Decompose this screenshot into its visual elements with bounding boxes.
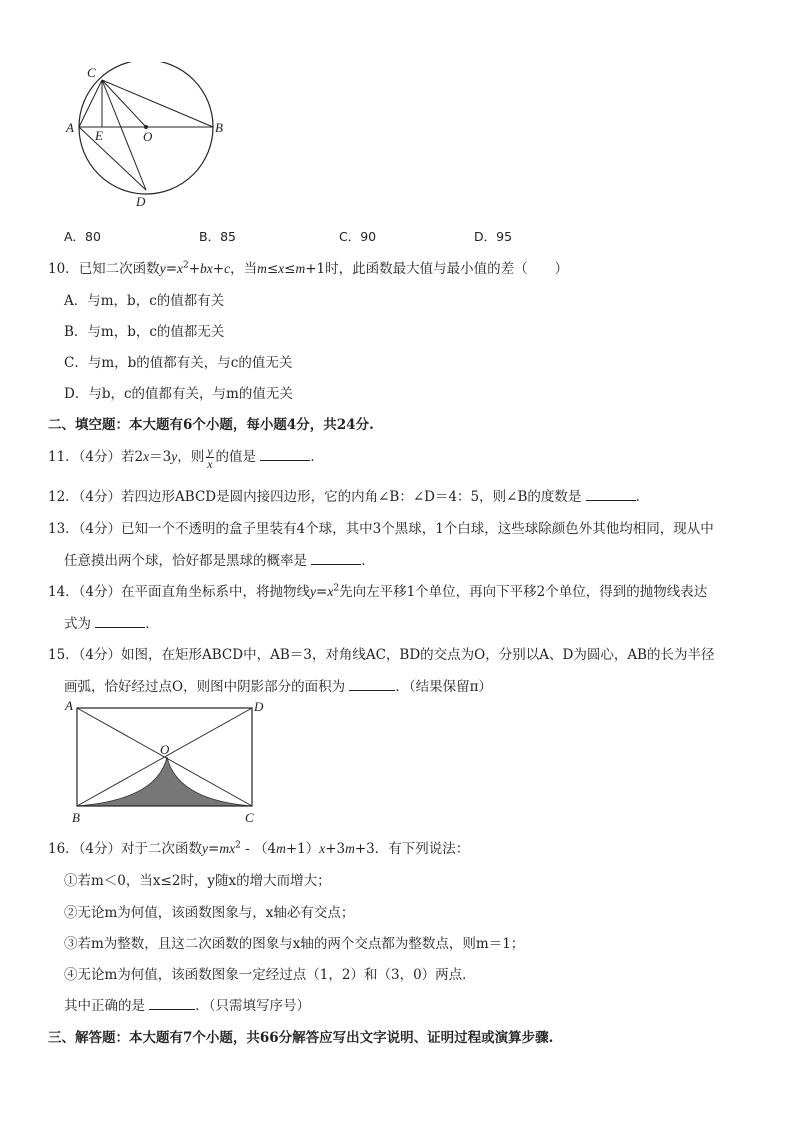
q16-answer-blank[interactable] (149, 997, 195, 1010)
q13-line-1: 13．（4分）已知一个不透明的盒子里装有4个球，其中3个黑球，1个白球，这些球除颜色外其他均相同，现从中 (48, 521, 714, 537)
q10-stem-a: 已知二次函数 (78, 261, 160, 277)
q13-answer-blank[interactable] (311, 552, 361, 565)
q16-answer-line: 其中正确的是 ．（只需填写序号） (64, 998, 311, 1014)
q10-function: y (159, 261, 166, 276)
label-A: A (66, 120, 74, 135)
question-10: 10．已知二次函数$y=x^2+bx+c$，当m≤x≤m+1时，此函数最大值与最小值的差（ ） (48, 260, 569, 277)
label-D: D (136, 194, 146, 209)
q10-option-d: D．与b，c的值都有关，与m的值无关 (64, 386, 293, 402)
q10-range: m (257, 261, 267, 276)
label-O: O (160, 742, 170, 757)
q11-prefix: 11．（4分）若 (48, 449, 135, 465)
question-11: 11．（4分）若2x＝3y，则 $\frac{y}{x}$ 的值是 ． (48, 444, 324, 471)
label-C: C (245, 810, 254, 825)
label-A: A (65, 698, 73, 713)
q15-line-2: 画弧，恰好经过点O，则图中阴影部分的面积为 ．（结果保留π） (64, 679, 492, 695)
label-D: D (254, 699, 264, 714)
q11-fraction: $\frac{y}{x}$ (207, 444, 213, 471)
q16-statement-2: ②无论m为何值，该函数图象与，x轴必有交点； (64, 905, 355, 921)
q10-option-c: C．与m，b的值都有关，与c的值无关 (64, 355, 293, 371)
q10-option-a: A．与m，b，c的值都有关 (64, 293, 225, 309)
q9-option-b: B．85 (199, 229, 236, 244)
q9-option-a: A．80 (64, 229, 101, 244)
q11-answer-blank[interactable] (260, 448, 310, 461)
section-2-heading: 二、填空题：本大题有6个小题，每小题4分，共24分. (48, 417, 374, 433)
rectangle-figure (62, 698, 272, 828)
section-3-heading: 三、解答题：本大题有7个小题，共66分解答应写出文字说明、证明过程或演算步骤. (48, 1030, 554, 1046)
label-B: B (72, 810, 80, 825)
q12-answer-blank[interactable] (586, 488, 636, 501)
q11-suffix: 的值是 (215, 449, 257, 465)
q9-option-d: D．95 (474, 229, 513, 244)
q14-line-1: 14．（4分）在平面直角坐标系中，将抛物线$y=x^2$先向左平移1个单位，再向下平移2个单位，得到的抛物线表达 (48, 583, 708, 600)
label-C: C (87, 65, 96, 80)
q16-statement-3: ③若m为整数，且这二次函数的图象与x轴的两个交点都为整数点，则m＝1； (64, 936, 525, 952)
q16-statement-4: ④无论m为何值，该函数图象一定经过点（1，2）和（3，0）两点． (64, 967, 476, 983)
circle-figure (60, 62, 230, 212)
q16-line-1: 16．（4分）对于二次函数$y=mx^2 - (4m+1)x+3m+3$．有下列说法： (48, 840, 470, 857)
q11-mid: ，则 (177, 449, 205, 465)
q14-answer-blank[interactable] (95, 615, 145, 628)
question-12: 12．（4分）若四边形ABCD是圆内接四边形，它的内角∠B：∠D＝4：5，则∠B的度数是 ． (48, 489, 650, 505)
q10-option-b: B．与m，b，c的值都无关 (64, 324, 225, 340)
q13-line-2: 任意摸出两个球，恰好都是黑球的概率是 ． (64, 553, 375, 569)
q15-answer-blank[interactable] (349, 678, 395, 691)
label-B: B (215, 120, 223, 135)
q12-text: 12．（4分）若四边形ABCD是圆内接四边形，它的内角∠B：∠D＝4：5，则∠B的度数是 (48, 489, 582, 505)
q16-statement-1: ①若m＜0，当x≤2时，y随x的增大而增大； (64, 873, 331, 889)
q10-stem-c: 时，此函数最大值与最小值的差（ ） (325, 261, 569, 277)
q14-line-2: 式为 ． (64, 616, 159, 632)
q9-option-c: C．90 (339, 229, 377, 244)
q15-line-1: 15．（4分）如图，在矩形ABCD中，AB＝3，对角线AC，BD的交点为O，分别以A、D为圆心，AB的长为半径 (48, 647, 715, 663)
q10-stem-b: ，当 (230, 261, 258, 277)
label-E: E (95, 128, 103, 143)
q10-number: 10． (48, 261, 79, 277)
label-O: O (143, 129, 153, 144)
